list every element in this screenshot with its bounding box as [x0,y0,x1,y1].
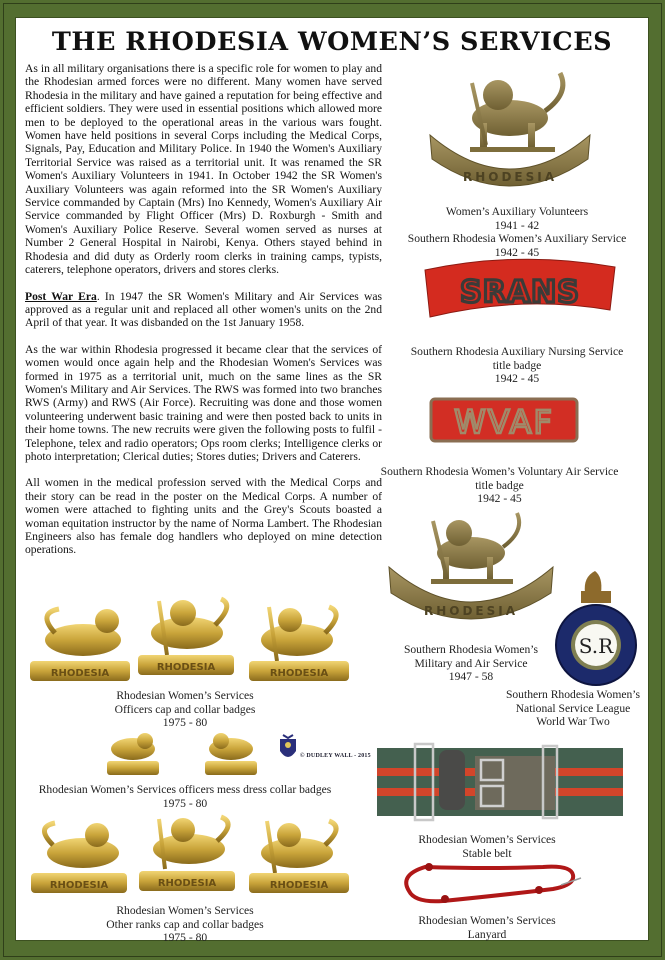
article-body [25,62,382,570]
other-ranks-badge-text-1: RHODESIA [49,880,109,891]
wvaf-badge-text: WVAF [454,403,554,441]
belt-keeper [439,750,465,810]
crest-icon [277,733,299,765]
lanyard-caption-line1: Rhodesian Women’s Services [418,914,556,927]
other-ranks-badge-text-2: RHODESIA [157,878,217,889]
mess-collar-badge-left [107,733,159,775]
lion-icon [472,73,563,147]
mas-caption-line1: Southern Rhodesia Women’s [403,643,539,656]
other-ranks-collar-badge-right [249,821,349,893]
wav-caption [385,205,649,259]
copyright-credit [277,733,387,765]
post-war-heading: Post War Era [25,289,97,303]
officers-caption-line3: 1975 - 80 [162,716,208,730]
srans-caption-line2: title badge [492,358,542,372]
mess-caption-line1: Rhodesian Women’s Services officers mess dress collar badges [38,783,332,796]
officers-badge-text-3: RHODESIA [269,668,329,679]
other-ranks-badges-image [25,813,355,903]
mas-caption-line2: Military and Air Service [414,656,528,670]
poster-sheet [15,17,649,945]
officers-caption-line2: Officers cap and collar badges [114,702,256,716]
wvaf-title-badge-image [429,397,579,443]
officers-caption-line1: Rhodesian Women’s Services [116,689,254,702]
other-ranks-caption-line2: Other ranks cap and collar badges [106,917,264,931]
belt-caption-line1: Rhodesian Women’s Services [418,833,556,846]
wav-badge-text: RHODESIA [462,170,558,184]
lanyard-caption [385,914,589,941]
nsl-badge-center: S.R [578,634,614,658]
lanyard-knot [535,886,543,894]
paragraph-rws: As the war within Rhodesia progressed it became clear that the services of women would once again help and the Rhodesian Women's Services was formed in 1975 as a territorial unit, much on the same lines as the SR Women's Military and Air Services. The RWS was formed into two branches RWS (Army) and RWS (Air Force). Recruiting was done and those women volunteering underwent basic training and were then posted back to units in their home towns. The new recruits were given the following posts to fulfil - Telephone, telex and radio operators; Ops room clerks; Intelligence clerks or photo interpretation; Clerical duties; Stores duties; Drivers and Caterers. [25,342,382,463]
nsl-caption-line3: World War Two [536,715,610,729]
paragraph-history: As in all military organisations there is a specific role for women to play and the Rhodesian armed forces were no different. Many women have served Rhodesia in the military and have gained a reputation for being effective and efficient soldiers. They were used in essential positions which allowed more men to be deployed to the operational areas in the various wars fought. Women have held positions in several Corps including the Medical Corps, Signals, Pay, Education and Military Police. In 1940 the Women's Auxiliary Territorial Service was raised as a territorial unit. It was renamed the SR Women's Auxiliary Volunteers in 1941. In October 1942 the SR Women's Auxiliary Volunteers was again reformed into the SR Women's Auxiliary Service commanded by Captain (Mrs) Ino Kennedy, Women's Auxiliary Air Service commanded by Flight Officer (Mrs) D. Roxburgh - Smith and Women's Auxiliary Police Reserve. Several women served as nurses at Number 2 General Hospital in Nairobi, Kenya. Others stayed behind in Rhodesia and did duty as Orderly room clerks in training camps, typists, caterers, telephone operators, drivers and stores clerks. [25,62,382,277]
wav-caption-line2: 1941 - 42 [494,218,540,232]
wav-caption-line4: 1942 - 45 [494,245,540,259]
srans-badge-text: SRANS [460,275,580,310]
lanyard-image [403,861,583,911]
lanyard-knot [425,863,433,871]
nsl-caption-line2: National Service League [515,701,631,715]
srans-caption-line3: 1942 - 45 [494,372,540,386]
belt-caption-line2: Stable belt [462,846,512,860]
other-ranks-cap-badge [139,817,235,891]
officers-cap-badge [138,599,234,675]
mas-badge-text: RHODESIA [423,604,519,618]
paragraph-medical: All women in the medical profession served with the Medical Corps and their story can be read in the poster on the Medical Corps. A number of women were attached to fighting units and the Grey's Scouts boasted a woman equitation instructor by the name of Norma Lambert. The Rhodesian Engineers also has female dog handlers who deployed on mine detection operations. [25,476,382,557]
credit-text: © DUDLEY WALL - 2015 [300,753,371,759]
officers-collar-badge-right [249,607,349,681]
lanyard-knot [441,895,449,903]
officers-caption [25,689,345,730]
other-ranks-caption-line1: Rhodesian Women’s Services [116,904,254,917]
wvas-caption-line2: title badge [475,478,524,492]
belt-caption [385,833,589,860]
other-ranks-caption-line3: 1975 - 80 [162,931,208,945]
mas-caption [385,643,557,684]
officers-badge-text-2: RHODESIA [156,662,216,673]
nsl-badge-image [553,563,639,688]
other-ranks-badge-text-3: RHODESIA [269,880,329,891]
wav-cap-badge-image [420,63,600,193]
nsl-caption [497,688,649,729]
mess-collar-badge-right [205,733,257,775]
mess-dress-badges-image [103,729,263,781]
wav-caption-line1: Women’s Auxiliary Volunteers [445,205,589,218]
srans-caption [385,345,649,386]
other-ranks-caption [25,904,345,945]
paragraph-post-war [25,290,382,330]
officers-badges-image [25,595,355,690]
wav-caption-line3: Southern Rhodesia Women’s Auxiliary Service [407,232,627,246]
mas-cap-badge-image [385,505,557,630]
officers-badge-text-1: RHODESIA [50,668,110,679]
other-ranks-collar-badge-left [31,823,127,893]
stable-belt-image [375,742,625,822]
srans-title-badge-image [420,255,620,330]
officers-collar-badge-left [30,609,130,681]
mess-caption-line2: 1975 - 80 [162,796,208,810]
post-war-text: . In 1947 the SR Women's Military and Air Services was approved as a regular unit and replaced all other women's units on the 2nd April of that year. It was disbanded on the 1st January 1958. [25,289,383,330]
lion-icon [433,513,519,579]
mess-caption [15,783,355,810]
nsl-caption-line1: Southern Rhodesia Women’s [505,688,641,701]
mas-caption-line3: 1947 - 58 [448,670,494,684]
lanyard-caption-line2: Lanyard [467,927,507,941]
wvas-caption [350,465,649,506]
srans-caption-line1: Southern Rhodesia Auxiliary Nursing Service [410,345,624,358]
wvas-caption-line3: 1942 - 45 [477,492,522,506]
page-title: THE RHODESIA WOMEN’S SERVICES [51,27,613,56]
wvas-caption-line1: Southern Rhodesia Women’s Voluntary Air Service [380,465,619,478]
